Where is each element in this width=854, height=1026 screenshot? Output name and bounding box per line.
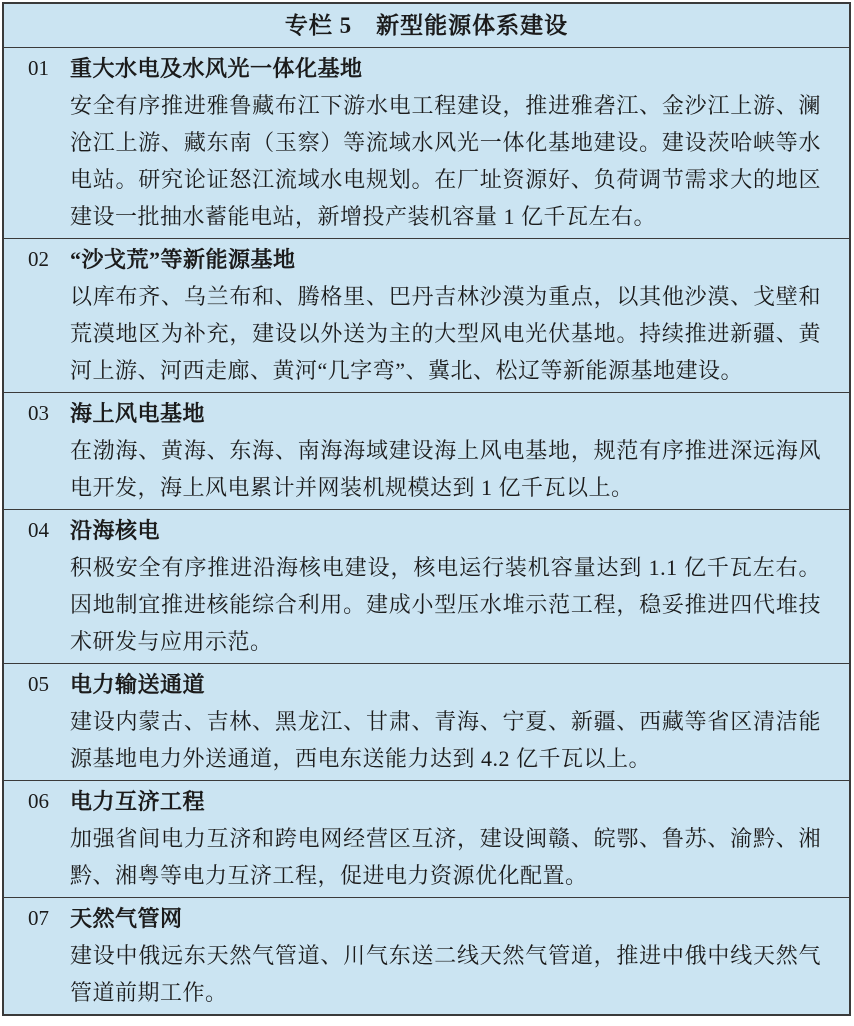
section-title: 重大水电及水风光一体化基地 bbox=[70, 56, 363, 81]
section-number: 01 bbox=[28, 56, 49, 80]
section-row bbox=[4, 780, 849, 897]
section-body: 建设内蒙古、吉林、黑龙江、甘肃、青海、宁夏、新疆、西藏等省区清洁能源基地电力外送通道，西电东送能力达到 4.2 亿千瓦以上。 bbox=[70, 709, 821, 771]
section-row bbox=[4, 238, 849, 392]
section-body: 积极安全有序推进沿海核电建设，核电运行装机容量达到 1.1 亿千瓦左右。因地制宜推进核能综合利用。建成小型压水堆示范工程，稳妥推进四代堆技术研发与应用示范。 bbox=[70, 555, 821, 654]
section-content bbox=[70, 395, 821, 506]
section-number: 04 bbox=[28, 518, 49, 542]
section-content bbox=[70, 50, 821, 235]
section-row bbox=[4, 897, 849, 1014]
section-number: 03 bbox=[28, 401, 49, 425]
section-number: 05 bbox=[28, 672, 49, 696]
section-row bbox=[4, 47, 849, 238]
section-title: 电力互济工程 bbox=[70, 789, 206, 814]
section-body: 在渤海、黄海、东海、南海海域建设海上风电基地，规范有序推进深远海风电开发，海上风电累计并网装机规模达到 1 亿千瓦以上。 bbox=[70, 438, 821, 500]
section-title: 电力输送通道 bbox=[70, 672, 206, 697]
section-title: 海上风电基地 bbox=[70, 401, 206, 426]
section-content bbox=[70, 900, 821, 1011]
section-number: 07 bbox=[28, 906, 49, 930]
section-row bbox=[4, 663, 849, 780]
section-content bbox=[70, 241, 821, 389]
section-row bbox=[4, 392, 849, 509]
section-body: 以库布齐、乌兰布和、腾格里、巴丹吉林沙漠为重点，以其他沙漠、戈壁和荒漠地区为补充，建设以外送为主的大型风电光伏基地。持续推进新疆、黄河上游、河西走廊、黄河“几字弯”、冀北、松辽等新能源基地建设。 bbox=[70, 284, 821, 383]
energy-system-panel bbox=[2, 2, 851, 1016]
section-body: 加强省间电力互济和跨电网经营区互济，建设闽赣、皖鄂、鲁苏、渝黔、湘黔、湘粤等电力互济工程，促进电力资源优化配置。 bbox=[70, 826, 821, 888]
section-number: 06 bbox=[28, 789, 49, 813]
panel-title: 专栏 5 新型能源体系建设 bbox=[284, 13, 569, 38]
section-list bbox=[4, 47, 849, 1014]
section-content bbox=[70, 512, 821, 660]
section-title: 天然气管网 bbox=[70, 906, 183, 931]
section-row bbox=[4, 509, 849, 663]
section-title: “沙戈荒”等新能源基地 bbox=[70, 247, 296, 272]
section-number: 02 bbox=[28, 247, 49, 271]
section-content bbox=[70, 783, 821, 894]
section-content bbox=[70, 666, 821, 777]
section-body: 建设中俄远东天然气管道、川气东送二线天然气管道，推进中俄中线天然气管道前期工作。 bbox=[70, 943, 821, 1005]
section-title: 沿海核电 bbox=[70, 518, 161, 543]
section-body: 安全有序推进雅鲁藏布江下游水电工程建设，推进雅砻江、金沙江上游、澜沧江上游、藏东南（玉察）等流域水风光一体化基地建设。建设茨哈峡等水电站。研究论证怒江流域水电规划。在厂址资源好、负荷调节需求大的地区建设一批抽水蓄能电站，新增投产装机容量 1 亿千瓦左右。 bbox=[70, 93, 821, 229]
